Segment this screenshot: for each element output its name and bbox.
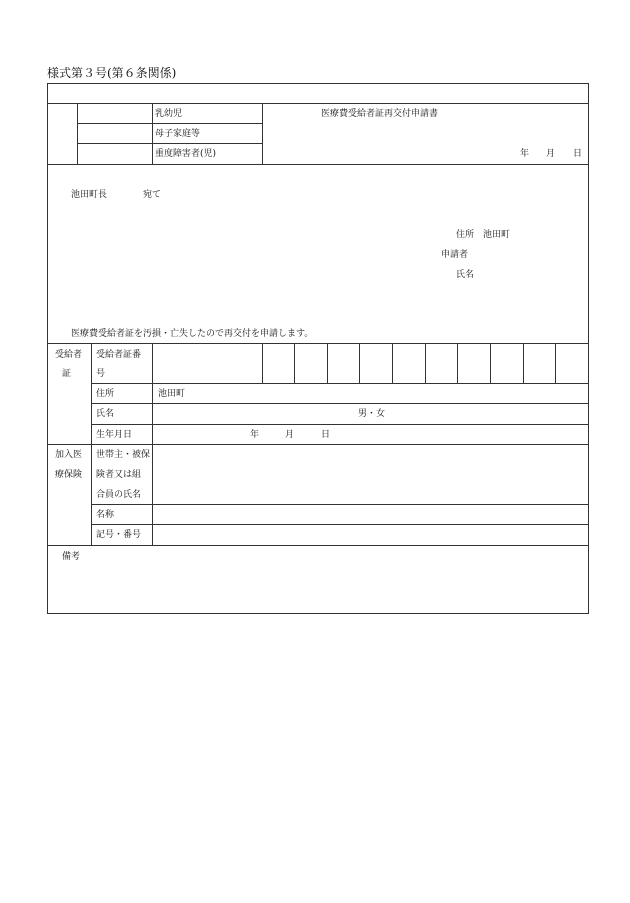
rule-category-1 [77, 123, 262, 124]
applicant-address-label: 住所 [456, 230, 475, 240]
recipient-address-label: 住所 [96, 389, 115, 399]
rule-title-col-3 [262, 103, 263, 164]
number-box-divider [294, 343, 295, 383]
rule-title-col-1 [77, 103, 78, 164]
insurance-holder-label-3: 合員の氏名 [96, 490, 142, 500]
category-disabled: 重度障害者(児) [155, 149, 217, 159]
frame-right [588, 83, 589, 614]
number-box-divider [425, 343, 426, 383]
applicant-name-label: 氏名 [456, 270, 475, 280]
insurance-name-label: 名称 [96, 510, 115, 520]
rule-after-name [91, 424, 589, 425]
number-box-divider [359, 343, 360, 383]
insurance-section-label: 加入医 [55, 450, 83, 460]
addressee-suffix: 宛て [143, 190, 162, 200]
form-title: 医療費受給者証再交付申請書 [321, 109, 439, 119]
rule-after-insurer [91, 524, 589, 525]
rule-category-2 [77, 143, 262, 144]
number-box-divider [392, 343, 393, 383]
application-statement: 医療費受給者証を汚損・亡失したので再交付を申請します。 [71, 329, 314, 339]
number-box-divider [523, 343, 524, 383]
rule-remarks-top [47, 545, 589, 546]
applicant-label: 申請者 [441, 250, 469, 260]
rule-after-holder [91, 504, 589, 505]
frame-left [47, 83, 48, 614]
insurance-symbol-label: 記号・番号 [96, 530, 142, 540]
recipient-name-label: 氏名 [96, 409, 115, 419]
rule-recipient-top [47, 343, 589, 344]
applicant-address-value: 池田町 [483, 230, 511, 240]
addressee-name: 池田町長 [71, 190, 108, 200]
number-box-divider [262, 343, 263, 383]
rule-after-address [91, 403, 589, 404]
date-year: 年 [520, 149, 530, 159]
number-box-divider [555, 343, 556, 383]
recipient-number-label-2: 号 [96, 369, 106, 379]
number-box-divider [490, 343, 491, 383]
remarks-label: 備考 [62, 552, 81, 562]
frame-bottom [47, 613, 589, 614]
birth-month: 月 [285, 430, 295, 440]
insurance-section-label-2: 療保険 [55, 470, 83, 480]
rule-label-col [91, 343, 92, 545]
recipient-number-label: 受給者証番 [96, 350, 142, 360]
category-single-parent: 母子家庭等 [155, 129, 201, 139]
rule-title-col-2 [152, 103, 153, 164]
recipient-birth-label: 生年月日 [96, 430, 133, 440]
recipient-section-label-2: 証 [62, 369, 72, 379]
recipient-section-label: 受給者 [55, 350, 83, 360]
frame-top [47, 83, 589, 84]
rule-title-top [47, 103, 589, 104]
rule-value-col [152, 343, 153, 545]
number-box-divider [327, 343, 328, 383]
insurance-holder-label: 世帯主・被保 [96, 450, 151, 460]
category-infant: 乳幼児 [155, 109, 183, 119]
birth-day: 日 [321, 430, 331, 440]
recipient-gender: 男・女 [358, 409, 386, 419]
date-day: 日 [573, 149, 583, 159]
rule-title-bottom [47, 164, 589, 165]
date-month: 月 [546, 149, 556, 159]
insurance-holder-label-2: 険者又は組 [96, 470, 142, 480]
birth-year: 年 [250, 430, 260, 440]
rule-insurance-top [47, 444, 589, 445]
number-box-divider [457, 343, 458, 383]
recipient-address-value: 池田町 [158, 389, 186, 399]
rule-after-number [91, 383, 589, 384]
form-number: 様式第３号(第６条関係) [47, 66, 177, 80]
